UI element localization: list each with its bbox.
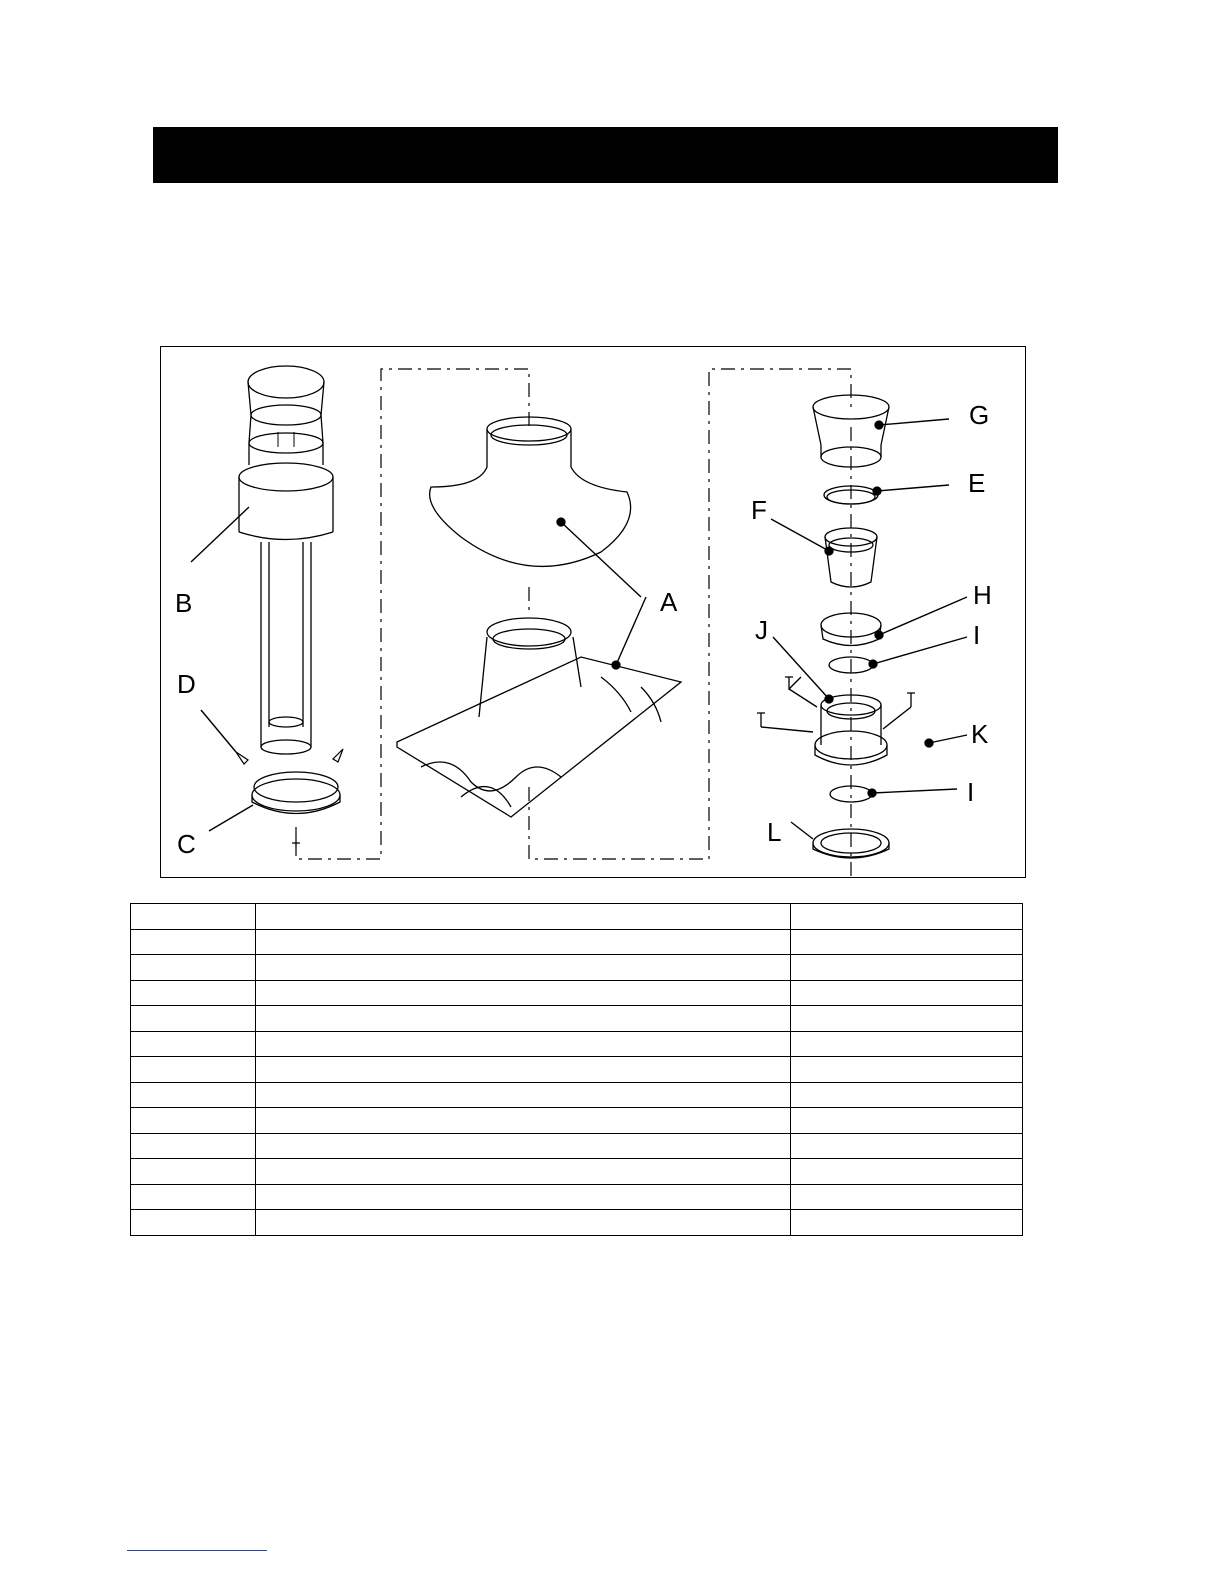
table-cell [256, 1108, 791, 1134]
terminal-pipe-assembly [239, 366, 333, 754]
flashing-collar [430, 417, 631, 566]
table-cell [256, 1159, 791, 1185]
table-row [131, 1031, 1023, 1057]
table-cell [256, 980, 791, 1006]
callout-d: D [177, 669, 196, 699]
table-cell [256, 955, 791, 981]
table-cell [131, 1108, 256, 1134]
table-row [131, 1082, 1023, 1108]
callout-j: J [755, 615, 768, 645]
table-cell [131, 1031, 256, 1057]
table-cell [131, 1210, 256, 1236]
footer-link-underline[interactable] [127, 1550, 267, 1551]
table-row [131, 980, 1023, 1006]
table-cell [791, 955, 1023, 981]
table-cell [791, 1006, 1023, 1032]
table-row [131, 1108, 1023, 1134]
table-row [131, 1057, 1023, 1083]
table-cell [131, 980, 256, 1006]
table-cell [791, 904, 1023, 930]
callout-c: C [177, 829, 196, 859]
table-cell [791, 1210, 1023, 1236]
table-row [131, 904, 1023, 930]
table-cell [791, 1159, 1023, 1185]
table-cell [791, 1133, 1023, 1159]
table-cell [131, 955, 256, 981]
adapter-parts [757, 395, 933, 858]
table-cell [131, 1006, 256, 1032]
callout-h: H [973, 580, 992, 610]
table-cell [256, 1210, 791, 1236]
table-row [131, 1159, 1023, 1185]
clamp-ring [252, 772, 340, 814]
table-row [131, 1133, 1023, 1159]
table-cell [131, 1184, 256, 1210]
callout-g: G [969, 400, 990, 430]
table-cell [791, 1082, 1023, 1108]
table-cell [256, 1057, 791, 1083]
table-cell [791, 980, 1023, 1006]
table-row [131, 929, 1023, 955]
table-row [131, 1210, 1023, 1236]
table-cell [791, 1031, 1023, 1057]
callout-e: E [968, 468, 986, 498]
tile-flashing [397, 618, 681, 817]
table-cell [131, 1159, 256, 1185]
table-cell [256, 904, 791, 930]
table-row [131, 1184, 1023, 1210]
table-cell [256, 1184, 791, 1210]
callout-i-upper: I [973, 620, 981, 650]
table-cell [791, 1057, 1023, 1083]
table-cell [256, 1006, 791, 1032]
exploded-parts-diagram [160, 346, 1026, 878]
callout-l: L [767, 817, 782, 847]
callout-f: F [751, 495, 767, 525]
table-cell [131, 904, 256, 930]
table-cell [131, 1133, 256, 1159]
table-cell [256, 1031, 791, 1057]
table-cell [131, 1057, 256, 1083]
callout-b: B [175, 588, 193, 618]
table-cell [131, 1082, 256, 1108]
table-cell [791, 929, 1023, 955]
table-row [131, 1006, 1023, 1032]
callout-a: A [660, 587, 678, 617]
parts-list-table [130, 903, 1023, 1236]
header-bar [153, 127, 1058, 183]
table-cell [256, 1133, 791, 1159]
table-cell [256, 929, 791, 955]
table-cell [256, 1082, 791, 1108]
table-cell [791, 1184, 1023, 1210]
callout-i-lower: I [967, 777, 975, 807]
table-cell [791, 1108, 1023, 1134]
table-cell [131, 929, 256, 955]
callout-k: K [971, 719, 989, 749]
table-row [131, 955, 1023, 981]
